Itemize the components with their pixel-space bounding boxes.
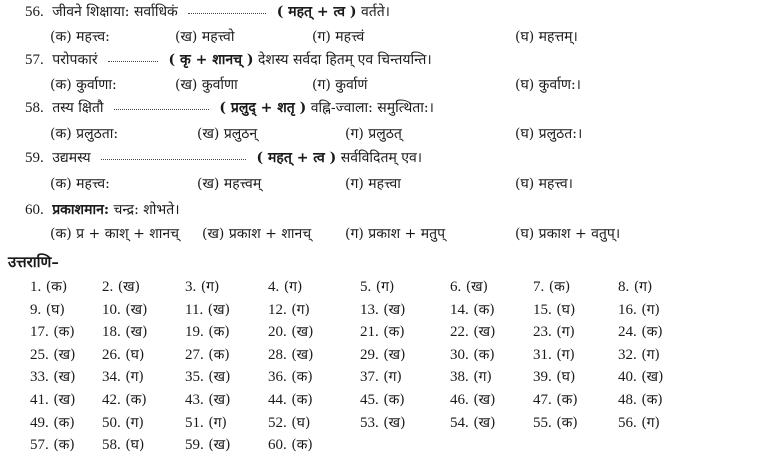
answer-item (102, 390, 147, 410)
answer-option: (ग) (556, 324, 576, 341)
option-gha (515, 224, 620, 244)
answer-item (450, 300, 495, 320)
answer-item (30, 345, 76, 365)
answer-item (450, 413, 496, 433)
answer-option: (क) (45, 279, 68, 295)
answer-item (618, 367, 664, 387)
option-kha (197, 174, 261, 194)
answer-number: 27. (185, 346, 204, 363)
answer-item (30, 322, 75, 342)
answer-option: (क) (641, 392, 663, 408)
answer-number: 48. (618, 392, 637, 408)
answer-item (533, 300, 575, 320)
option-text: प्रलुठत् (368, 126, 402, 142)
answer-number: 28. (268, 346, 287, 363)
answer-item (268, 435, 313, 455)
option-label: (क) (50, 176, 72, 192)
option-text: प्रलुठन् (223, 126, 258, 142)
answer-item (185, 367, 231, 387)
answer-number: 15. (533, 301, 552, 318)
answer-item (533, 413, 578, 433)
question-hint: ( महत् + त्व ) (256, 150, 337, 166)
answer-option: (ख) (291, 324, 314, 341)
option-text: प्रकाश + शानच् (228, 226, 312, 242)
option-text: महत्त्वा (368, 176, 401, 192)
answer-number: 30. (450, 346, 469, 363)
answer-item (618, 413, 660, 433)
answer-number: 4. (268, 279, 280, 295)
answer-option: (ख) (53, 346, 76, 363)
option-text: प्रलुठत:। (538, 126, 583, 142)
answer-number: 3. (185, 279, 197, 295)
answer-option: (ग) (375, 279, 395, 295)
answer-option: (घ) (125, 346, 145, 363)
answer-option: (क) (208, 346, 230, 363)
option-label: (घ) (515, 126, 535, 142)
answer-option: (ख) (207, 301, 231, 318)
option-gha (515, 27, 578, 47)
question-number: 57. (25, 52, 44, 68)
option-label: (ख) (197, 126, 220, 142)
answer-option: (ग) (641, 414, 661, 431)
answer-option: (ख) (208, 369, 231, 386)
option-label: (क) (50, 29, 72, 45)
answer-number: 55. (533, 414, 552, 431)
answer-number: 23. (533, 324, 552, 341)
option-text: महत्त्वं (335, 29, 365, 45)
option-ka (50, 27, 110, 47)
answer-number: 16. (618, 301, 637, 318)
answer-item (185, 413, 227, 433)
answer-number: 18. (102, 324, 121, 341)
answer-option: (ग) (383, 369, 403, 386)
option-label: (ख) (197, 176, 220, 192)
option-label: (ख) (175, 29, 198, 45)
answer-option: (ग) (200, 279, 220, 295)
answer-option: (ग) (556, 346, 576, 363)
answer-item (102, 300, 148, 320)
option-text: महत्त्व। (538, 176, 573, 192)
answer-item (268, 322, 314, 342)
answer-item (360, 345, 406, 365)
option-label: (ग) (345, 176, 364, 192)
answer-number: 53. (360, 414, 379, 431)
option-ka (50, 174, 110, 194)
answer-item (618, 345, 660, 365)
answer-number: 51. (185, 414, 204, 431)
option-text: प्रलुठता: (76, 126, 119, 142)
answer-item (102, 345, 144, 365)
answer-item (450, 367, 492, 387)
option-text: महत्त्वम् (223, 176, 262, 192)
question-hint: ( प्रलुद् + शतृ ) (219, 100, 307, 116)
answer-item (450, 345, 495, 365)
blank-dotted-line (101, 151, 246, 160)
answer-option: (घ) (291, 414, 311, 431)
question-hint: ( कृ + शानच् ) (168, 52, 254, 68)
option-label: (ख) (202, 226, 225, 242)
answer-number: 34. (102, 369, 121, 386)
option-text: महत्त्वो (201, 29, 235, 45)
answer-option: (ग) (641, 346, 661, 363)
option-text: कुर्वाणा: (76, 77, 117, 93)
option-gha (515, 174, 573, 194)
answer-option: (ग) (633, 279, 653, 295)
question-text-after: देशस्य सर्वदा हितम् एव चिन्तयन्ति। (257, 52, 432, 68)
answer-option: (घ) (556, 369, 576, 386)
option-text: कुर्वाणं (335, 77, 368, 93)
answer-item (533, 390, 578, 410)
answer-option: (ख) (117, 279, 141, 295)
question-hint: ( महत् + त्व ) (276, 4, 357, 20)
question-text-after: सर्वविदितम् एव। (340, 150, 423, 166)
answer-number: 40. (618, 369, 637, 386)
question-text-after: वह्नि-ज्वाला: समुत्थिता:। (310, 100, 434, 116)
answer-item (533, 277, 570, 297)
answer-option: (ख) (291, 346, 314, 363)
answer-item (102, 277, 140, 297)
option-text: कुर्वाण:। (538, 77, 581, 93)
option-text: प्रकाश + वतुप्। (538, 226, 621, 242)
answer-option: (क) (53, 324, 75, 341)
answer-number: 9. (30, 301, 42, 318)
option-label: (ग) (345, 226, 364, 242)
answer-item (450, 390, 496, 410)
answer-option: (ग) (208, 414, 228, 431)
answer-number: 57. (30, 437, 49, 454)
option-text: कुर्वाणा (201, 77, 238, 93)
option-ka (50, 124, 118, 144)
answer-item (450, 322, 496, 342)
answer-item (185, 390, 231, 410)
answer-number: 52. (268, 414, 287, 431)
option-ga (345, 124, 402, 144)
question-56 (25, 2, 390, 22)
answer-option: (क) (473, 301, 495, 318)
answer-item (185, 345, 230, 365)
answer-item (360, 322, 405, 342)
answer-item (268, 345, 314, 365)
answer-number: 2. (102, 279, 114, 295)
answer-number: 44. (268, 392, 287, 408)
answer-number: 13. (360, 301, 379, 318)
question-57 (25, 50, 432, 70)
option-ka (50, 75, 117, 95)
option-label: (घ) (515, 176, 535, 192)
answer-option: (क) (291, 369, 313, 386)
answer-number: 19. (185, 324, 204, 341)
answer-option: (क) (53, 437, 75, 454)
answer-number: 25. (30, 346, 49, 363)
answer-number: 46. (450, 392, 469, 408)
answer-option: (ख) (473, 392, 496, 408)
question-number: 60. (25, 202, 44, 218)
answer-item (360, 277, 395, 297)
answer-number: 17. (30, 324, 49, 341)
answer-option: (ग) (641, 301, 661, 318)
question-text-after: वर्तते। (360, 4, 390, 20)
answer-item (450, 277, 488, 297)
answer-option: (ख) (473, 414, 496, 431)
answer-number: 58. (102, 437, 121, 454)
answer-option: (ख) (383, 346, 406, 363)
answer-number: 32. (618, 346, 637, 363)
answer-number: 47. (533, 392, 552, 408)
answer-option: (ख) (53, 392, 76, 408)
option-label: (घ) (515, 226, 535, 242)
question-text: उद्यमस्य (52, 150, 91, 166)
answer-item (30, 435, 75, 455)
answer-item (360, 367, 402, 387)
answer-number: 38. (450, 369, 469, 386)
option-ga (312, 27, 364, 47)
answer-number: 6. (450, 279, 462, 295)
answer-option: (ख) (641, 369, 664, 386)
answer-item (268, 390, 313, 410)
answer-number: 60. (268, 437, 287, 454)
answer-option: (घ) (125, 437, 145, 454)
question-60 (25, 200, 180, 220)
answer-option: (ख) (383, 414, 406, 431)
option-text: प्र + काश् + शानच् (76, 226, 180, 242)
answer-option: (क) (291, 392, 313, 408)
option-kha (197, 124, 257, 144)
option-label: (क) (50, 126, 72, 142)
option-ka (50, 224, 179, 244)
option-label: (घ) (515, 29, 535, 45)
answer-number: 37. (360, 369, 379, 386)
answer-option: (ख) (473, 324, 496, 341)
answer-item (360, 300, 406, 320)
answer-item (102, 435, 144, 455)
answer-option: (क) (556, 414, 578, 431)
answer-option: (ख) (208, 437, 231, 454)
answer-number: 29. (360, 346, 379, 363)
answer-number: 22. (450, 324, 469, 341)
answer-option: (ख) (208, 392, 231, 408)
answer-number: 49. (30, 414, 49, 431)
blank-dotted-line (114, 101, 209, 110)
question-text-after: चन्द्र: शोभते। (113, 202, 180, 218)
answer-number: 33. (30, 369, 49, 386)
answer-item (618, 300, 660, 320)
option-gha (515, 124, 582, 144)
answer-option: (क) (383, 324, 405, 341)
answer-item (185, 277, 220, 297)
question-number: 56. (25, 4, 44, 20)
answer-option: (क) (641, 324, 663, 341)
answer-number: 8. (618, 279, 630, 295)
answer-item (268, 300, 310, 320)
answer-number: 14. (450, 301, 469, 318)
option-label: (क) (50, 226, 72, 242)
blank-dotted-line (108, 53, 158, 62)
answer-number: 5. (360, 279, 372, 295)
answer-number: 10. (102, 301, 121, 318)
answer-number: 39. (533, 369, 552, 386)
answer-item (618, 390, 663, 410)
answer-number: 12. (268, 301, 287, 318)
option-kha (175, 27, 234, 47)
answer-option: (ख) (383, 301, 406, 318)
answers-heading: उत्तराणि– (8, 253, 59, 271)
answer-option: (ग) (125, 414, 145, 431)
question-bold-word: प्रकाशमान: (52, 202, 110, 218)
answer-item (102, 367, 144, 387)
option-label: (घ) (515, 77, 535, 93)
answer-number: 35. (185, 369, 204, 386)
option-text: महत्त्व: (76, 29, 110, 45)
answer-option: (ग) (473, 369, 493, 386)
answer-item (102, 413, 144, 433)
answer-item (533, 367, 575, 387)
answer-option: (क) (548, 279, 571, 295)
question-text: जीवने शिक्षाया: सर्वाधिकं (52, 4, 178, 20)
answer-number: 26. (102, 346, 121, 363)
answer-option: (ख) (125, 324, 148, 341)
answer-number: 24. (618, 324, 637, 341)
option-kha (175, 75, 238, 95)
answer-number: 45. (360, 392, 379, 408)
answer-number: 50. (102, 414, 121, 431)
answer-number: 1. (30, 279, 42, 295)
question-number: 59. (25, 150, 44, 166)
answer-number: 59. (185, 437, 204, 454)
answer-item (30, 390, 76, 410)
answer-item (30, 413, 75, 433)
answer-item (268, 367, 313, 387)
option-text: प्रकाश + मतुप् (368, 226, 446, 242)
answer-item (102, 322, 148, 342)
answer-number: 43. (185, 392, 204, 408)
answer-option: (घ) (45, 301, 65, 318)
answer-number: 36. (268, 369, 287, 386)
answer-option: (ख) (53, 369, 76, 386)
answer-option: (ग) (125, 369, 145, 386)
answer-item (618, 322, 663, 342)
answer-number: 54. (450, 414, 469, 431)
answer-item (30, 300, 65, 320)
answer-item (360, 413, 406, 433)
blank-dotted-line (188, 5, 266, 14)
answer-option: (ख) (125, 301, 148, 318)
answer-item (268, 277, 303, 297)
answer-number: 31. (533, 346, 552, 363)
option-ga (345, 224, 445, 244)
question-text: तस्य क्षितौ (52, 100, 104, 116)
answer-option: (क) (291, 437, 313, 454)
option-ga (345, 174, 401, 194)
answer-item (533, 345, 575, 365)
answer-option: (ग) (283, 279, 303, 295)
option-label: (ग) (345, 126, 364, 142)
answer-option: (क) (556, 392, 578, 408)
answer-number: 42. (102, 392, 121, 408)
option-text: महत्त्व: (76, 176, 110, 192)
answer-item (30, 367, 76, 387)
option-text: महत्तम्। (538, 29, 578, 45)
option-kha (202, 224, 311, 244)
answer-number: 11. (185, 301, 204, 318)
answer-item (185, 322, 230, 342)
answer-option: (ख) (465, 279, 489, 295)
answer-item (533, 322, 575, 342)
answer-item (268, 413, 310, 433)
question-number: 58. (25, 100, 44, 116)
answer-item (185, 300, 230, 320)
answer-option: (क) (383, 392, 405, 408)
answer-option: (ग) (291, 301, 311, 318)
option-label: (क) (50, 77, 72, 93)
answer-option: (क) (125, 392, 147, 408)
answer-number: 7. (533, 279, 545, 295)
option-label: (ख) (175, 77, 198, 93)
answer-number: 21. (360, 324, 379, 341)
answer-option: (क) (53, 414, 75, 431)
option-ga (312, 75, 368, 95)
answer-option: (क) (208, 324, 230, 341)
answer-item (360, 390, 405, 410)
answer-item (185, 435, 231, 455)
answer-option: (घ) (556, 301, 576, 318)
answer-number: 20. (268, 324, 287, 341)
answer-number: 41. (30, 392, 49, 408)
question-text: परोपकारं (52, 52, 98, 68)
option-gha (515, 75, 581, 95)
option-label: (ग) (312, 77, 331, 93)
answer-item (618, 277, 653, 297)
option-label: (ग) (312, 29, 331, 45)
answer-number: 56. (618, 414, 637, 431)
answer-item (30, 277, 67, 297)
answer-option: (क) (473, 346, 495, 363)
question-58 (25, 98, 434, 118)
question-59 (25, 148, 422, 168)
